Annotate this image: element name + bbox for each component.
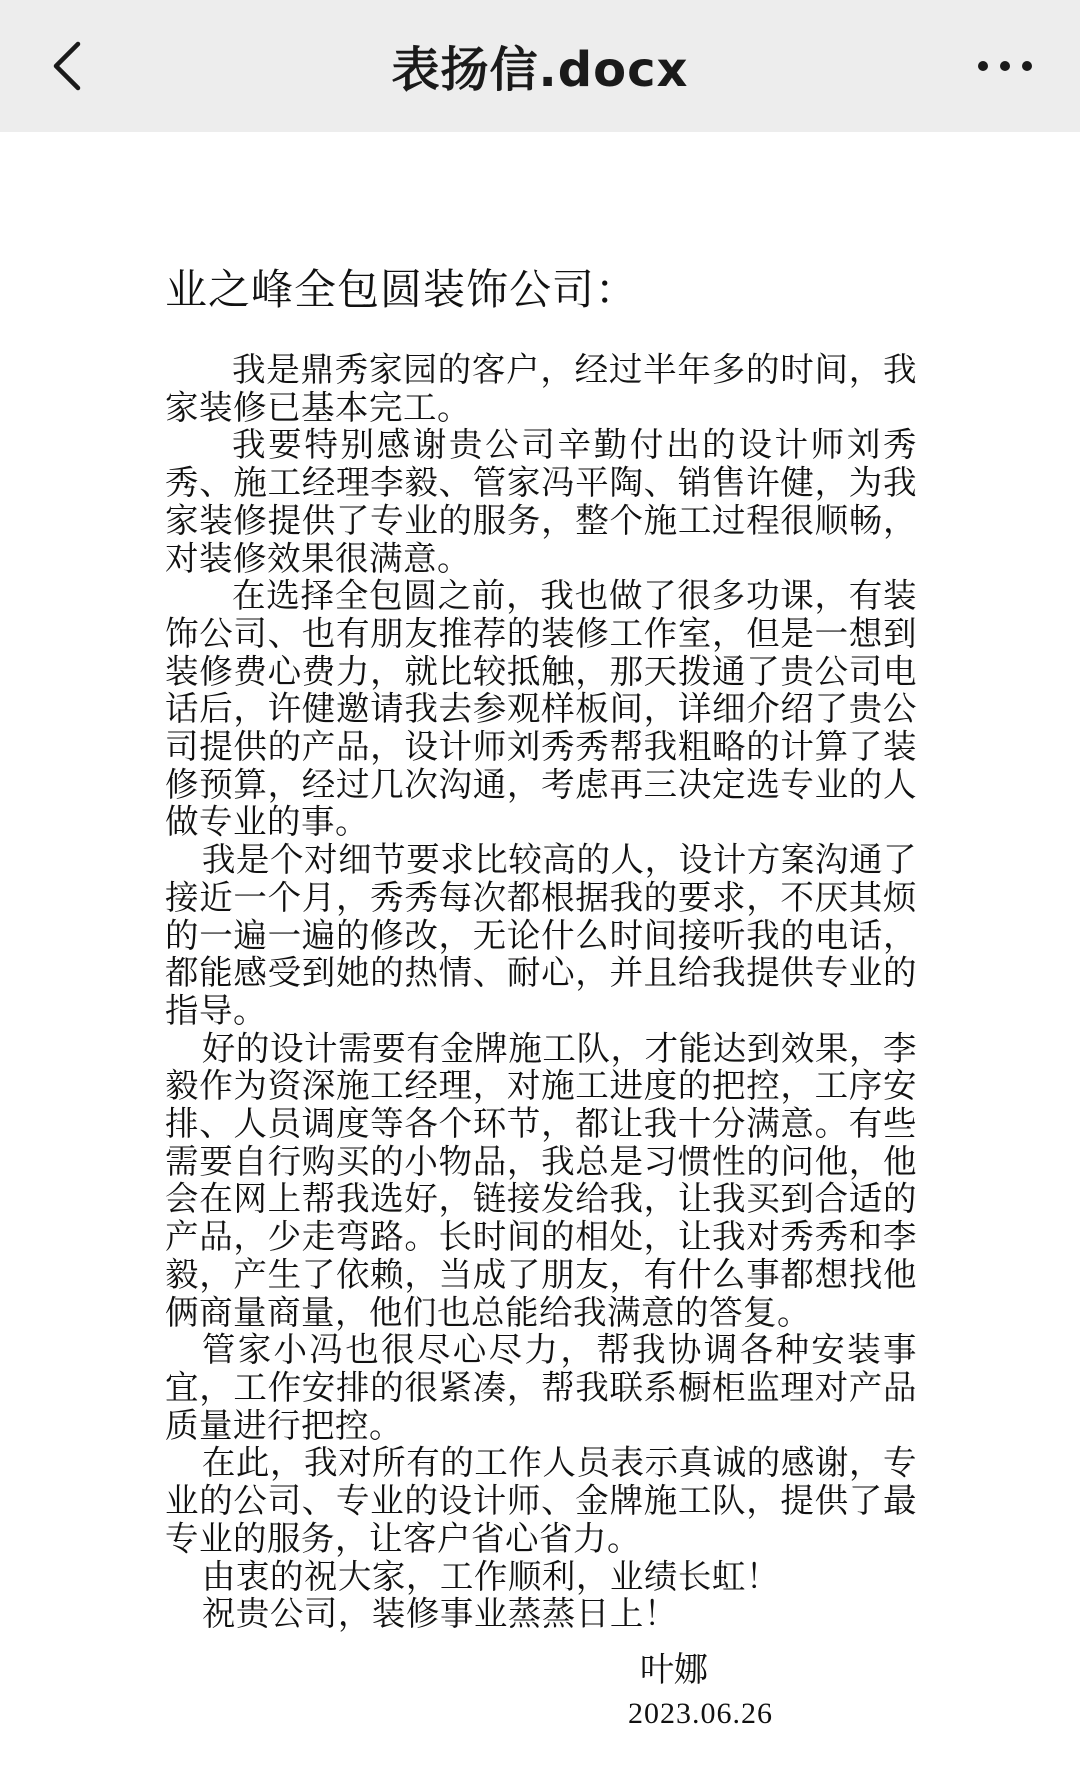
- letter-paragraph: 我是个对细节要求比较高的人，设计方案沟通了接近一个月，秀秀每次都根据我的要求，不厌其烦的一遍一遍的修改，无论什么时间接听我的电话，都能感受到她的热情、耐心，并且给我提供专业的指导。: [165, 840, 917, 1030]
- letter-paragraph: 由衷的祝大家，工作顺利，业绩长虹！: [201, 1556, 780, 1596]
- letter-salutation: 业之峰全包圆装饰公司：: [165, 265, 639, 314]
- letter-paragraph: 我是鼎秀家园的客户，经过半年多的时间，我家装修已基本完工。: [165, 350, 917, 427]
- more-options-button[interactable]: [960, 30, 1050, 102]
- letter-paragraph: 我要特别感谢贵公司辛勤付出的设计师刘秀秀、施工经理李毅、管家冯平陶、销售许健，为我家装修提供了专业的服务，整个施工过程很顺畅，对装修效果很满意。: [165, 425, 917, 578]
- letter-signature: 叶娜: [640, 1650, 708, 1690]
- back-button[interactable]: [30, 30, 102, 102]
- more-horizontal-icon: [975, 58, 1035, 74]
- letter-paragraph: 在此，我对所有的工作人员表示真诚的感谢，专业的公司、专业的设计师、金牌施工队，提供了最专业的服务，让客户省心省力。: [165, 1443, 917, 1558]
- letter-paragraph: 好的设计需要有金牌施工队，才能达到效果，李毅作为资深施工经理，对施工进度的把控，工序安排、人员调度等各个环节，都让我十分满意。有些需要自行购买的小物品，我总是习惯性的问他，他会在网上帮我选好，链接发给我，让我买到合适的产品，少走弯路。长时间的相处，让我对秀秀和李毅，产生了依赖，当成了朋友，有什么事都想找他俩商量商量，他们也总能给我满意的答复。: [165, 1028, 917, 1332]
- chevron-left-icon: [46, 38, 86, 94]
- document-viewer: [0, 132, 1080, 1782]
- top-navigation-bar: [0, 0, 1080, 132]
- document-title: 表扬信.docx: [391, 42, 689, 98]
- letter-body: [165, 351, 917, 1633]
- letter-paragraph: 管家小冯也很尽心尽力，帮我协调各种安装事宜，工作安排的很紧凑，帮我联系橱柜监理对产品质量进行把控。: [165, 1330, 917, 1445]
- letter-paragraph: 祝贵公司，装修事业蒸蒸日上！: [201, 1594, 678, 1634]
- letter-paragraph: 在选择全包圆之前，我也做了很多功课，有装饰公司、也有朋友推荐的装修工作室，但是一想到装修费心费力，就比较抵触，那天拨通了贵公司电话后，许健邀请我去参观样板间，详细介绍了贵公司提供的产品，设计师刘秀秀帮我粗略的计算了装修预算，经过几次沟通，考虑再三决定选专业的人做专业的事。: [165, 576, 917, 842]
- letter-date: 2023.06.26: [628, 1697, 773, 1730]
